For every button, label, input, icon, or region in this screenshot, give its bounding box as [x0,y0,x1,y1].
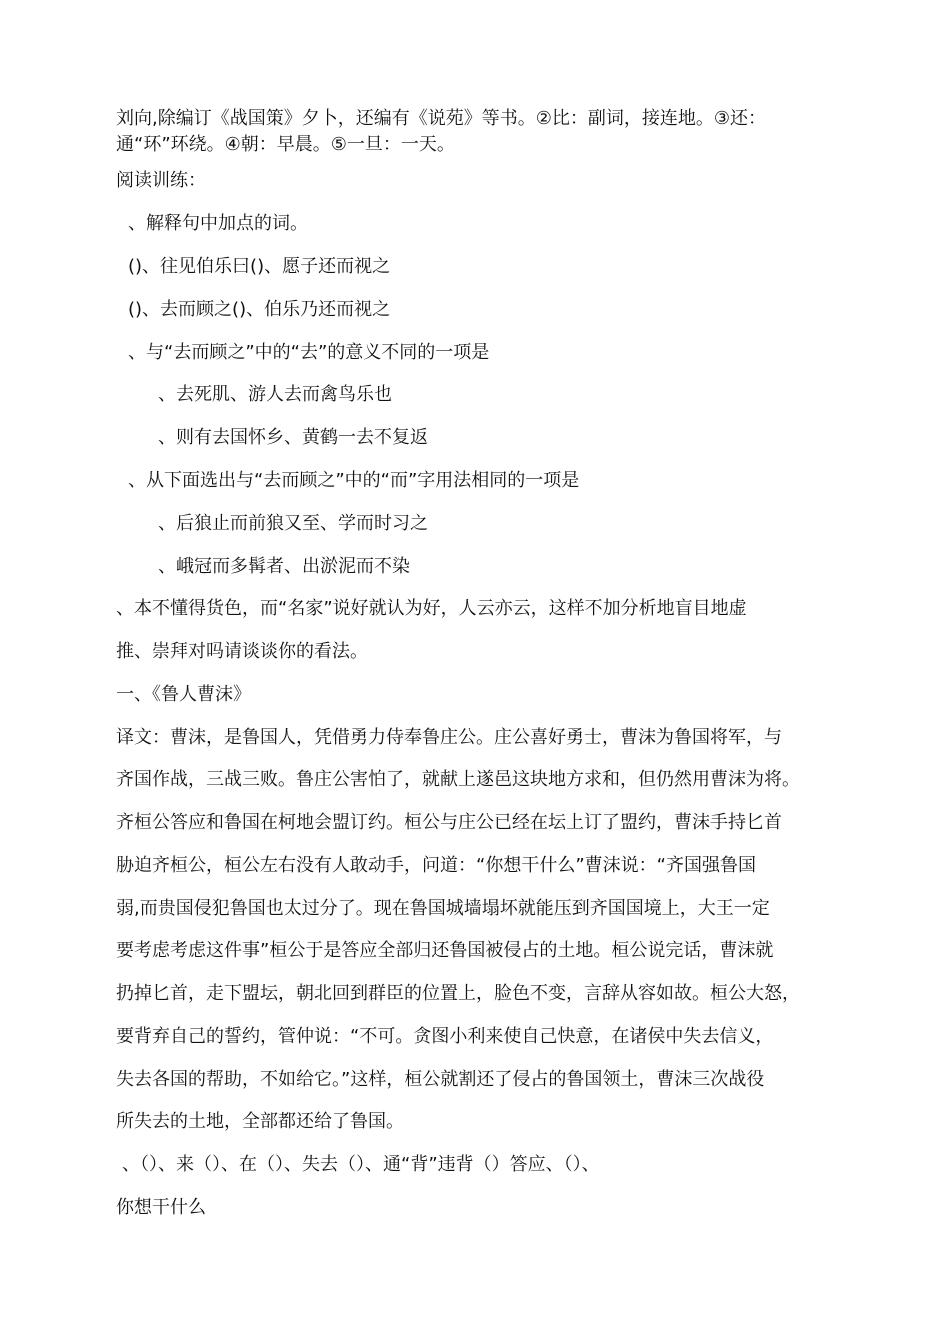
translation-line-3: 齐桓公答应和鲁国在柯地会盟订约。桓公与庄公已经在坛上订了盟约，曹沫手持匕首 [116,812,782,833]
question-3-option-b: 、峨冠而多髯者、出淤泥而不染 [158,556,410,577]
translation-line-5: 弱,而贵国侵犯鲁国也太过分了。现在鲁国城墙塌坏就能压到齐国国境上，大王一定 [116,898,770,919]
translation-line-4: 胁迫齐桓公，桓公左右没有人敢动手，问道：“你想干什么”曹沫说：“齐国强鲁国 [116,855,756,876]
question-1-items-b: ()、去而顾之()、伯乐乃还而视之 [128,299,391,320]
text-line-1: 刘向,除编订《战国策》夕卜，还编有《说苑》等书。②比：副词，接连地。③还： [116,108,766,129]
question-1: 、解释句中加点的词。 [128,213,308,234]
translation-line-10: 所失去的土地，全部都还给了鲁国。 [116,1111,404,1132]
question-3: 、从下面选出与“去而顾之”中的“而”字用法相同的一项是 [128,470,580,491]
section-heading-lu-ren-cao-mo: 一、《鲁人曹沫》 [116,684,251,705]
section-heading-reading-practice: 阅读训练： [116,170,206,191]
question-2: 、与“去而顾之”中的“去”的意义不同的一项是 [128,342,490,363]
translation-line-6: 要考虑考虑这件事”桓公于是答应全部归还鲁国被侵占的土地。桓公说完话，曹沫就 [116,940,774,961]
translation-line-1: 译文：曹沫，是鲁国人，凭借勇力侍奉鲁庄公。庄公喜好勇士，曹沫为鲁国将军，与 [116,727,782,748]
answer-line: 、（）、来（）、在（）、失去（）、通“背”违背（）答应、（）、 [122,1154,600,1175]
translation-line-7: 扔掉匕首，走下盟坛，朝北回到群臣的位置上，脸色不变，言辞从容如故。桓公大怒， [116,983,800,1004]
question-4-cont: 推、崇拜对吗请谈谈你的看法。 [116,641,368,662]
answer-line-cont: 你想干什么 [116,1197,206,1218]
question-4: 、本不懂得货色，而“名家”说好就认为好，人云亦云，这样不加分析地盲目地虚 [116,598,747,619]
question-1-items-a: ()、往见伯乐曰()、愿子还而视之 [128,256,391,277]
question-3-option-a: 、后狼止而前狼又至、学而时习之 [158,513,428,534]
question-2-option-a: 、去死肌、游人去而禽鸟乐也 [158,384,392,405]
text-line-2: 通“环”环绕。④朝：早晨。⑤一旦：一天。 [116,134,455,155]
translation-line-8: 要背弃自己的誓约，管仲说：“不可。贪图小利来使自己快意，在诸侯中失去信义， [116,1026,774,1047]
translation-line-2: 齐国作战，三战三败。鲁庄公害怕了，就献上遂邑这块地方求和，但仍然用曹沫为将。 [116,769,800,790]
translation-line-9: 失去各国的帮助，不如给它。”这样，桓公就割还了侵占的鲁国领土，曹沫三次战役 [116,1069,765,1090]
question-2-option-b: 、则有去国怀乡、黄鹤一去不复返 [158,427,428,448]
